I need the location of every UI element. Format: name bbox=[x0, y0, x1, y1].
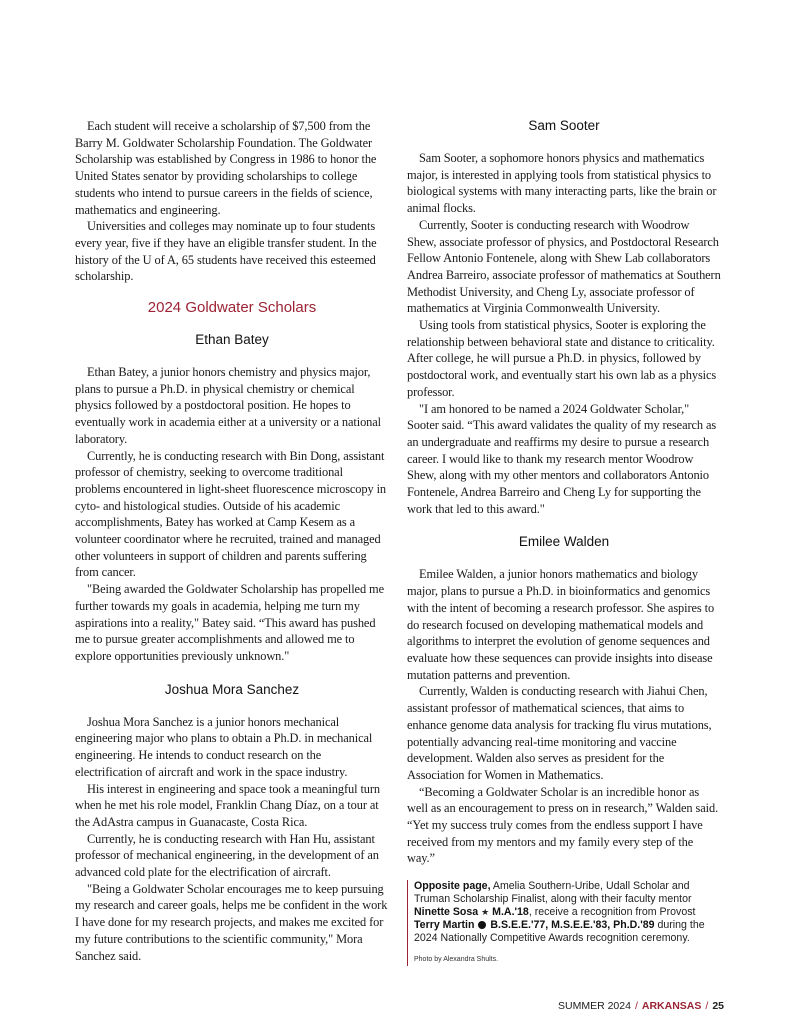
intro-paragraph: Universities and colleges may nominate up to four students every year, five if they have an eligible transfer student. In the history of the U of A, 65 students have received this esteemed scholarship. bbox=[75, 219, 377, 284]
sanchez-paragraph: "Being a Goldwater Scholar encourages me to keep pursuing my research and career goals, helps me be confident in the work I have done for my research projects, and makes me excited for my future contributions to the scientific community," Mora Sanchez said. bbox=[75, 881, 388, 963]
sanchez-paragraph: Joshua Mora Sanchez is a junior honors mechanical engineering major who plans to obtain a Ph.D. in mechanical engineering. He intends to conduct research on the electrification of aircraft and work in the space industry. bbox=[75, 714, 373, 779]
sooter-paragraph: Using tools from statistical physics, Sooter is exploring the relationship between behavioral state and distance to criticality. After college, he will pursue a Ph.D. in physics, followed by postdoctoral work, and eventually start his own lab as a physics professor. bbox=[407, 318, 717, 399]
scholar-name-walden: Emilee Walden bbox=[518, 534, 610, 550]
walden-paragraph: Emilee Walden, a junior honors mathematics and biology major, plans to pursue a Ph.D. in bioinformatics and genomics with the intent of becoming a research professor. She aspires to do research focused on developing mathematical models and algorithms to interpret the evolution of genome sequences and evaluate how these sequences can provide insights into disease mutation patterns and prevention. bbox=[407, 567, 715, 682]
left-column bbox=[75, 118, 389, 964]
section-title: 2024 Goldwater Scholars bbox=[147, 299, 317, 317]
caption-degree: B.S.E.E.'77, M.S.E.E.'83, Ph.D.'89 bbox=[490, 919, 655, 931]
intro-paragraph: Each student will receive a scholarship of $7,500 from the Barry M. Goldwater Scholarship Foundation. The Goldwater Scholarship was established by Congress in 1986 to honor the United States senator by providing scholarships to college students who intend to pursue careers in the fields of science, mathematics and engineering. bbox=[75, 119, 377, 217]
scholar-name-sanchez: Joshua Mora Sanchez bbox=[164, 681, 300, 697]
batey-paragraph: Ethan Batey, a junior honors chemistry and physics major, plans to pursue a Ph.D. in physical chemistry or chemical physics followed by a postdoctoral position. He hopes to eventually work in academia either at a university or a national laboratory. bbox=[75, 365, 381, 446]
caption-name: Ninette Sosa bbox=[414, 906, 479, 918]
caption-degree: M.A.'18 bbox=[492, 906, 529, 918]
folio-separator: / bbox=[634, 1000, 638, 1012]
caption-lead: Opposite page, bbox=[414, 880, 491, 892]
caption-text: during the 2024 Nationally Competitive Awards recognition ceremony. bbox=[414, 919, 705, 944]
photo-credit: Photo by Alexandra Shults. bbox=[414, 956, 499, 963]
magazine-title: ARKANSAS bbox=[641, 1000, 702, 1012]
sooter-paragraph: Currently, Sooter is conducting research with Woodrow Shew, associate professor of physics, and Postdoctoral Research Fellow Antonio Fontenele, along with Shew Lab collaborators Andrea Barreiro, associate professor of mathematics at Southern Methodist University, and Cheng Ly, associate professor of mathematics at Virginia Commonwealth University. bbox=[407, 217, 721, 316]
issue-date: SUMMER 2024 bbox=[558, 1000, 631, 1012]
photo-caption bbox=[407, 880, 724, 966]
batey-paragraph: Currently, he is conducting research with Bin Dong, assistant professor of chemistry, seeking to overcome traditional problems encountered in light-sheet fluorescence microscopy in cyto- and histological studies. Outside of his academic accomplishments, Batey has worked at Camp Kesem as a volunteer coordinator where he recruited, trained and managed other volunteers in support of children and parents suffering from cancer. bbox=[75, 448, 387, 580]
star-icon: ★ bbox=[481, 907, 490, 917]
batey-paragraph: "Being awarded the Goldwater Scholarship has propelled me further towards my goals in academia, helping me turn my aspirations into a reality," Batey said. “This award has pushed me to pursue greater accomplishments and allowed me to explore opportunities previously unknown." bbox=[75, 582, 384, 663]
alumni-badge-icon bbox=[478, 921, 486, 929]
caption-text: Amelia Southern-Uribe, Udall Scholar and Truman Scholarship Finalist, along with their faculty mentor bbox=[414, 880, 692, 905]
scholar-name-batey: Ethan Batey bbox=[195, 332, 269, 348]
walden-paragraph: “Becoming a Goldwater Scholar is an incredible honor as well as an encouragement to press on in research,” Walden said. “Yet my success truly comes from the endless support I have received from my mentors and my family every step of the way.” bbox=[407, 784, 719, 866]
page-number: 25 bbox=[712, 1000, 724, 1012]
caption-name: Terry Martin bbox=[414, 919, 475, 931]
sooter-paragraph: Sam Sooter, a sophomore honors physics and mathematics major, is interested in applying tools from statistical physics to biological systems with many interacting parts, like the brain or animal flocks. bbox=[407, 151, 717, 216]
caption-text: , receive a recognition from Provost bbox=[528, 906, 696, 918]
sanchez-paragraph: Currently, he is conducting research with Han Hu, assistant professor of mechanical engineering, in the development of an advanced cold plate for the electrification of aircraft. bbox=[75, 831, 379, 880]
right-column bbox=[407, 118, 721, 867]
sanchez-paragraph: His interest in engineering and space took a meaningful turn when he met his role model, Franklin Chang Díaz, on a tour at the AdAstra campus in Guanacaste, Costa Rica. bbox=[75, 781, 381, 829]
scholar-name-sooter: Sam Sooter bbox=[528, 118, 600, 133]
sooter-paragraph: "I am honored to be named a 2024 Goldwater Scholar," Sooter said. “This award validates the quality of my research as an undergraduate and reaffirms my desire to pursue a research career. I would like to thank my research mentor Woodrow Shew, along with my other mentors and collaborators Antonio Fontenele, Andrea Barreiro and Cheng Ly for supporting the work that led to this award." bbox=[407, 401, 717, 516]
page-footer bbox=[558, 1000, 724, 1012]
walden-paragraph: Currently, Walden is conducting research with Jiahui Chen, assistant professor of mathematical sciences, that aims to enhance genome data analysis for tracking flu virus mutations, potentially advancing real-time monitoring and vaccine development. Walden also serves as president for the Association for Women in Mathematics. bbox=[407, 684, 712, 782]
folio-separator: / bbox=[705, 1000, 709, 1012]
